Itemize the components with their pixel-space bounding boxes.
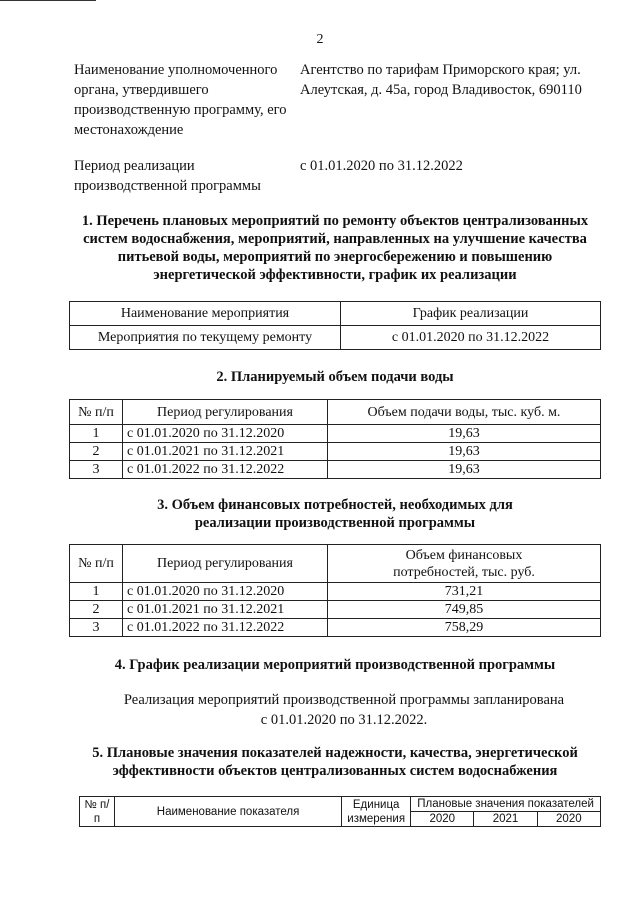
info-label: Период реализации производственной программы	[74, 158, 261, 194]
table-cell: 749,85	[328, 601, 601, 619]
table-header: Единица измерения	[342, 797, 411, 827]
year-header: 2021	[474, 812, 537, 827]
table-header: Объем подачи воды, тыс. куб. м.	[328, 400, 601, 425]
table-row	[70, 601, 601, 619]
section-1-table	[69, 301, 601, 350]
table-cell: 1	[70, 425, 123, 443]
info-authority	[74, 60, 594, 140]
table-header: Плановые значения показателей	[411, 797, 601, 812]
table-cell: 3	[70, 619, 123, 637]
table-cell: 19,63	[328, 461, 601, 479]
table-header: № п/п	[80, 797, 115, 827]
table-cell: 758,29	[328, 619, 601, 637]
table-cell: с 01.01.2020 по 31.12.2022	[341, 326, 601, 350]
year-header: 2020	[537, 812, 600, 827]
section-4-heading: 4. График реализации мероприятий производственной программы	[114, 657, 556, 673]
table-row	[70, 583, 601, 601]
year-header: 2020	[411, 812, 474, 827]
table-cell: с 01.01.2021 по 31.12.2021	[123, 601, 328, 619]
table-row	[70, 443, 601, 461]
table-header: № п/п	[70, 545, 123, 583]
info-period	[74, 156, 594, 196]
table-cell: 3	[70, 461, 123, 479]
section-4-text: Реализация мероприятий производственной программы запланирована с 01.01.2020 по 31.12.2022.	[123, 692, 565, 728]
table-row	[70, 326, 601, 350]
table-cell: с 01.01.2022 по 31.12.2022	[123, 461, 328, 479]
info-label: Наименование уполномоченного органа, утвердившего производственную программу, его местонахождение	[74, 62, 287, 138]
table-cell: с 01.01.2020 по 31.12.2020	[123, 425, 328, 443]
page-number: 2	[316, 32, 324, 47]
table-cell: 1	[70, 583, 123, 601]
table-header: Наименование мероприятия	[70, 302, 341, 326]
table-cell: 2	[70, 601, 123, 619]
table-cell: с 01.01.2020 по 31.12.2020	[123, 583, 328, 601]
table-header: График реализации	[341, 302, 601, 326]
section-3-table	[69, 544, 601, 637]
table-cell: 731,21	[328, 583, 601, 601]
table-cell: с 01.01.2021 по 31.12.2021	[123, 443, 328, 461]
section-2-table	[69, 399, 601, 479]
table-header: № п/п	[70, 400, 123, 425]
table-cell: 19,63	[328, 443, 601, 461]
section-1-heading: 1. Перечень плановых мероприятий по ремонту объектов централизованных систем водоснабжения, мероприятий, направленных на улучшение качества питьевой воды, мероприятий по энергосбережению и повышению энергетической эффективности, график их реализации	[81, 213, 589, 283]
table-header: Наименование показателя	[115, 797, 342, 827]
info-value: с 01.01.2020 по 31.12.2022	[300, 158, 463, 174]
section-3-heading: 3. Объем финансовых потребностей, необходимых для реализации производственной программы	[157, 497, 513, 531]
top-rule	[0, 0, 96, 1]
table-row	[70, 425, 601, 443]
table-cell: с 01.01.2022 по 31.12.2022	[123, 619, 328, 637]
section-2-heading: 2. Планируемый объем подачи воды	[216, 369, 454, 385]
info-value: Агентство по тарифам Приморского края; ул. Алеутская, д. 45а, город Владивосток, 690110	[300, 62, 582, 98]
table-row	[70, 461, 601, 479]
table-cell: 19,63	[328, 425, 601, 443]
section-5-heading: 5. Плановые значения показателей надежности, качества, энергетической эффективности объектов централизованных систем водоснабжения	[92, 745, 578, 779]
table-header: Период регулирования	[123, 400, 328, 425]
table-cell: Мероприятия по текущему ремонту	[70, 326, 341, 350]
table-header: Объем финансовых потребностей, тыс. руб.	[328, 545, 601, 583]
table-row	[70, 619, 601, 637]
section-5-table	[79, 796, 601, 827]
table-header: Период регулирования	[123, 545, 328, 583]
table-cell: 2	[70, 443, 123, 461]
